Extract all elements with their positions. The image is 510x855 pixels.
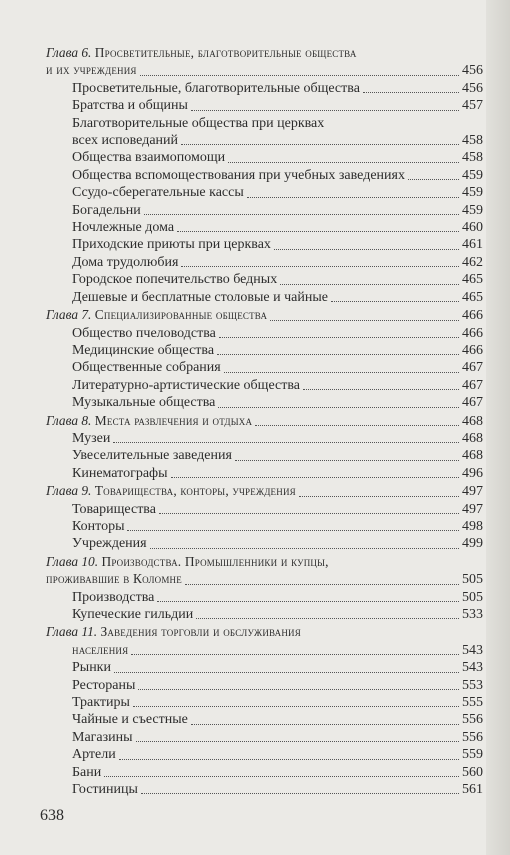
page-ref: 560: [462, 764, 483, 780]
toc-item: [46, 729, 483, 746]
toc-item: [46, 325, 483, 342]
dot-leader: [104, 775, 459, 777]
chapter-8-heading: [46, 412, 483, 430]
item-label: Производства: [72, 589, 155, 605]
dot-leader: [181, 143, 459, 145]
chapter-number: Глава 6.: [46, 45, 92, 60]
table-of-contents: [46, 44, 483, 798]
toc-item: [46, 711, 483, 728]
toc-item: [46, 167, 483, 184]
item-label: Увеселительные заведения: [72, 448, 232, 464]
item-label: Общества вспомоществования при учебных заведениях: [72, 167, 405, 183]
page-ref: 462: [462, 254, 483, 270]
chapter-7-heading: [46, 306, 483, 324]
chapter-title: Просветительные, благотворительные общества: [94, 45, 357, 60]
chapter-title: Места развлечения и отдыха: [94, 412, 253, 428]
dot-leader: [141, 792, 459, 794]
item-label: Дешевые и бесплатные столовые и чайные: [72, 289, 328, 305]
dot-leader: [191, 723, 459, 725]
page-ref: 533: [462, 607, 483, 622]
dot-leader: [219, 336, 459, 338]
toc-item: [46, 377, 483, 394]
page-ref: 498: [462, 518, 483, 534]
item-label: Просветительные, благотворительные общества: [72, 80, 360, 96]
page-ref: 543: [462, 660, 483, 676]
dot-leader: [228, 161, 459, 163]
item-label: Медицинские общества: [72, 342, 215, 358]
chapter-number: Глава 8.: [46, 412, 92, 428]
item-label: Купеческие гильдии: [72, 607, 194, 622]
toc-item: [46, 659, 483, 676]
dot-leader: [133, 705, 459, 707]
page-ref: 559: [462, 747, 483, 763]
page-ref: 543: [462, 642, 483, 658]
dot-leader: [171, 476, 459, 478]
toc-item: [46, 764, 483, 781]
page-ref: 458: [462, 133, 483, 149]
toc-item: [46, 115, 483, 132]
item-label: Магазины: [72, 729, 133, 745]
item-label: Литературно-артистические общества: [72, 377, 300, 393]
page-number: 638: [40, 807, 64, 824]
dot-leader: [274, 248, 459, 250]
chapter-10-heading-cont: [46, 570, 483, 588]
page-ref: 465: [462, 289, 483, 305]
item-label-line2: всех исповеданий: [72, 133, 179, 149]
item-label: Рынки: [72, 660, 111, 676]
page-ref: 466: [462, 325, 483, 341]
page-ref: 467: [462, 360, 483, 376]
chapter-title: Производства. Промышленники и купцы,: [101, 553, 329, 569]
toc-item: [46, 606, 483, 623]
dot-leader: [159, 512, 459, 514]
dot-leader: [255, 424, 459, 426]
dot-leader: [270, 319, 459, 321]
page-ref: 466: [462, 308, 483, 324]
page-ref: 497: [462, 501, 483, 517]
dot-leader: [247, 196, 459, 198]
item-label: Приходские приюты при церквах: [72, 237, 271, 253]
item-label: Артели: [72, 747, 116, 763]
dot-leader: [144, 213, 459, 215]
dot-leader: [150, 547, 459, 549]
page-ref: 467: [462, 395, 483, 411]
dot-leader: [114, 671, 459, 673]
item-label: Рестораны: [72, 677, 136, 693]
dot-leader: [303, 388, 459, 390]
page-ref: 553: [462, 677, 483, 693]
page-ref: 556: [462, 712, 483, 728]
toc-item: [46, 219, 483, 236]
dot-leader: [280, 283, 459, 285]
page-ref: 497: [462, 484, 483, 500]
toc-item: [46, 271, 483, 288]
page-ref: 459: [462, 185, 483, 201]
dot-leader: [119, 758, 459, 760]
chapter-title-line2: и их учреждения: [46, 62, 137, 78]
dot-leader: [196, 617, 459, 619]
item-label: Городское попечительство бедных: [72, 272, 278, 288]
toc-item: [46, 394, 483, 411]
page-ref: 505: [462, 572, 483, 588]
page-ref: 460: [462, 220, 483, 236]
toc-item: [46, 447, 483, 464]
item-label: Дома трудолюбия: [72, 254, 179, 270]
chapter-title-line2: проживавшие в Коломне: [46, 571, 182, 587]
item-label: Ссудо-сберегательные кассы: [72, 185, 244, 201]
item-label: Музеи: [72, 430, 111, 446]
dot-leader: [131, 653, 459, 655]
chapter-6-heading-cont: [46, 61, 483, 79]
dot-leader: [157, 600, 459, 602]
page-ref: 496: [462, 465, 483, 481]
chapter-number: Глава 11.: [46, 624, 98, 640]
toc-item: [46, 746, 483, 763]
page-ref: 456: [462, 63, 483, 79]
toc-item: [46, 694, 483, 711]
item-label: Общество пчеловодства: [72, 325, 216, 341]
toc-item: [46, 535, 483, 552]
dot-leader: [185, 583, 459, 585]
item-label: Гостиницы: [72, 782, 138, 798]
page-ref: 459: [462, 202, 483, 218]
item-label: Общества взаимопомощи: [72, 150, 226, 166]
dot-leader: [181, 265, 459, 267]
toc-item: [46, 677, 483, 694]
toc-item: [46, 359, 483, 376]
chapter-title: Заведения торговли и обслуживания: [100, 624, 301, 640]
dot-leader: [224, 371, 459, 373]
page-ref: 457: [462, 98, 483, 114]
page-ref: 467: [462, 377, 483, 393]
page-ref: 556: [462, 729, 483, 745]
dot-leader: [218, 406, 459, 408]
page-ref: 461: [462, 237, 483, 253]
page-ref: 505: [462, 589, 483, 605]
item-label: Бани: [72, 764, 102, 780]
dot-leader: [191, 109, 459, 111]
toc-item: [46, 465, 483, 482]
page-edge-shadow: [486, 0, 510, 855]
toc-item: [46, 149, 483, 166]
toc-item: [46, 80, 483, 97]
item-label: Учреждения: [72, 536, 147, 552]
toc-item: [46, 501, 483, 518]
chapter-number: Глава 9.: [46, 483, 92, 499]
toc-item: [46, 289, 483, 306]
item-label: Богадельни: [72, 202, 141, 218]
page-ref: 466: [462, 342, 483, 358]
chapter-title: Специализированные общества: [94, 307, 268, 323]
toc-item: [46, 202, 483, 219]
page-ref: 561: [462, 782, 483, 798]
chapter-9-heading: [46, 482, 483, 500]
toc-item: [46, 781, 483, 798]
item-label: Музыкальные общества: [72, 395, 216, 411]
chapter-number: Глава 10.: [46, 553, 99, 569]
dot-leader: [138, 688, 459, 690]
item-label: Конторы: [72, 518, 125, 534]
chapter-title: Товарищества, конторы, учреждения: [94, 483, 296, 499]
dot-leader: [127, 529, 459, 531]
page-ref: 468: [462, 413, 483, 429]
dot-leader: [136, 740, 459, 742]
item-label: Ночлежные дома: [72, 220, 175, 236]
toc-item: [46, 518, 483, 535]
toc-item-cont: [46, 132, 483, 149]
page-ref: 456: [462, 80, 483, 96]
chapter-11-heading: [46, 623, 483, 640]
item-label: Общественные собрания: [72, 360, 221, 376]
page-ref: 458: [462, 150, 483, 166]
item-label: Братства и общины: [72, 98, 188, 114]
toc-item: [46, 184, 483, 201]
dot-leader: [113, 441, 459, 443]
item-label: Трактиры: [72, 695, 130, 711]
chapter-10-heading: [46, 553, 483, 570]
dot-leader: [299, 495, 459, 497]
item-label: Чайные и съестные: [72, 712, 188, 728]
page-ref: 468: [462, 430, 483, 446]
item-label: Товарищества: [72, 501, 156, 517]
item-label: Благотворительные общества при церквах: [72, 115, 325, 131]
page-ref: 499: [462, 536, 483, 552]
chapter-number: Глава 7.: [46, 307, 92, 323]
dot-leader: [363, 91, 459, 93]
chapter-11-heading-cont: [46, 641, 483, 659]
dot-leader: [140, 74, 459, 76]
dot-leader: [177, 230, 459, 232]
item-label: Кинематографы: [72, 465, 168, 481]
toc-item: [46, 430, 483, 447]
dot-leader: [408, 178, 459, 180]
chapter-title-line2: населения: [72, 641, 129, 657]
page-ref: 468: [462, 448, 483, 464]
chapter-6-heading: [46, 44, 483, 61]
dot-leader: [235, 459, 459, 461]
toc-item: [46, 342, 483, 359]
dot-leader: [331, 300, 459, 302]
page-ref: 465: [462, 272, 483, 288]
page-ref: 555: [462, 695, 483, 711]
toc-item: [46, 97, 483, 114]
toc-item: [46, 254, 483, 271]
dot-leader: [217, 353, 459, 355]
page-ref: 459: [462, 167, 483, 183]
toc-item: [46, 589, 483, 606]
toc-item: [46, 236, 483, 253]
